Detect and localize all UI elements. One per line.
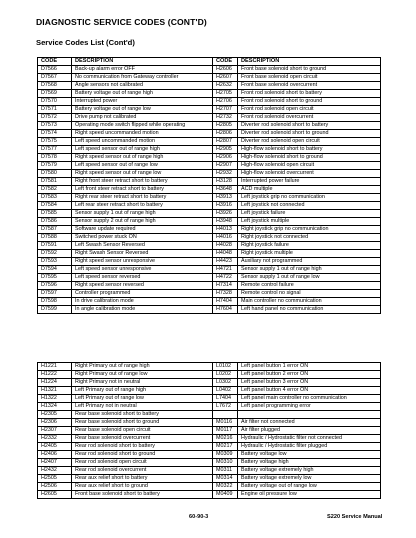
- code-cell: D7583: [38, 194, 72, 202]
- code-cell: D7599: [38, 306, 72, 314]
- code-cell: H4016: [213, 234, 238, 242]
- description-cell: Front base solenoid overcurrent: [238, 82, 381, 90]
- description-cell: Software update required: [72, 226, 213, 234]
- code-cell: L7404: [213, 395, 238, 403]
- description-cell: In angle calibration mode: [72, 306, 213, 314]
- table-row: [38, 258, 381, 266]
- description-cell: Left speed sensor unresponsive: [72, 266, 213, 274]
- code-cell: D7596: [38, 282, 72, 290]
- code-cell: M0117: [213, 427, 238, 435]
- code-cell: H2705: [213, 90, 238, 98]
- table-row: [38, 395, 381, 403]
- description-cell: Hydraulic / Hydrostatic filter plugged: [238, 443, 381, 451]
- description-cell: Hydraulic / Hydrostatic filter not connected: [238, 435, 381, 443]
- description-cell: Sensor supply 1 out of range high: [238, 266, 381, 274]
- description-cell: Air filter plugged: [238, 427, 381, 435]
- description-cell: Left front steer retract short to battery: [72, 186, 213, 194]
- code-cell: H2406: [38, 451, 72, 459]
- code-cell: M0216: [213, 435, 238, 443]
- manual-title: S220 Service Manual: [327, 514, 383, 520]
- table-header-row: [38, 58, 381, 66]
- table-row: [38, 242, 381, 250]
- code-cell: D7585: [38, 210, 72, 218]
- description-cell: Front rod solenoid open circuit: [238, 106, 381, 114]
- code-cell: H2632: [213, 82, 238, 90]
- description-cell: Right Swash Sensor Reversed: [72, 250, 213, 258]
- description-cell: Sensor supply 1 out of range low: [238, 274, 381, 282]
- description-cell: Front rod solenoid short to battery: [238, 90, 381, 98]
- code-cell: M0409: [213, 491, 238, 499]
- code-cell: D7579: [38, 162, 72, 170]
- table-body: [38, 66, 381, 314]
- description-cell: In drive calibration mode: [72, 298, 213, 306]
- code-cell: H4722: [213, 274, 238, 282]
- code-cell: H1221: [38, 363, 72, 371]
- table-row: [38, 162, 381, 170]
- table-row: [38, 379, 381, 387]
- description-cell: Left speed sensor reversed: [72, 274, 213, 282]
- code-cell: H2405: [38, 443, 72, 451]
- description-cell: Left panel button 4 error ON: [238, 387, 381, 395]
- description-cell: Left Swash Sensor Reversed: [72, 242, 213, 250]
- description-cell: Rear rod solenoid short to battery: [72, 443, 213, 451]
- description-cell: Left panel programming error: [238, 403, 381, 411]
- description-cell: Front rod solenoid overcurrent: [238, 114, 381, 122]
- page-number: 60-90-3: [189, 514, 209, 520]
- description-cell: Right Primary out of range low: [72, 371, 213, 379]
- table-row: [38, 250, 381, 258]
- description-cell: Front base solenoid short to ground: [238, 66, 381, 74]
- description-cell: Diverter rod solenoid open circuit: [238, 138, 381, 146]
- description-cell: Battery voltage extremely low: [238, 475, 381, 483]
- table-row: [38, 274, 381, 282]
- description-cell: Right speed sensor out of range high: [72, 154, 213, 162]
- code-cell: H2307: [38, 427, 72, 435]
- code-cell: H2906: [213, 154, 238, 162]
- description-cell: High-flow solenoid open circuit: [238, 162, 381, 170]
- code-cell: M0116: [213, 419, 238, 427]
- table-row: [38, 114, 381, 122]
- description-cell: Right speed sensor reversed: [72, 282, 213, 290]
- table-row: [38, 74, 381, 82]
- description-cell: Battery voltage extremely high: [238, 467, 381, 475]
- description-cell: Front rod solenoid short to ground: [238, 98, 381, 106]
- description-cell: Left panel button 1 error ON: [238, 363, 381, 371]
- code-cell: D7568: [38, 82, 72, 90]
- code-cell: D7594: [38, 266, 72, 274]
- description-cell: Battery voltage out of range low: [72, 106, 213, 114]
- table-row: [38, 66, 381, 74]
- table-row: [38, 451, 381, 459]
- code-cell: H2905: [213, 146, 238, 154]
- description-cell: Right joystick not connected: [238, 234, 381, 242]
- table-row: [38, 459, 381, 467]
- table-row: [38, 226, 381, 234]
- table-row: [38, 130, 381, 138]
- code-cell: D7571: [38, 106, 72, 114]
- header-description: DESCRIPTION: [238, 58, 381, 66]
- description-cell: No communication from Gateway controller: [72, 74, 213, 82]
- description-cell: Rear base solenoid short to battery: [72, 411, 213, 419]
- description-cell: Left panel button 3 error ON: [238, 379, 381, 387]
- code-cell: H2332: [38, 435, 72, 443]
- description-cell: Air filter not connected: [238, 419, 381, 427]
- description-cell: Left speed sensor out of range high: [72, 146, 213, 154]
- description-cell: High-flow solenoid short to ground: [238, 154, 381, 162]
- code-cell: H2932: [213, 170, 238, 178]
- code-cell: D7577: [38, 146, 72, 154]
- code-cell: D7569: [38, 90, 72, 98]
- description-cell: [238, 411, 381, 419]
- description-cell: Left panel main controller no communication: [238, 395, 381, 403]
- code-cell: H2607: [213, 74, 238, 82]
- description-cell: Left joystick multiple: [238, 218, 381, 226]
- code-cell: H1321: [38, 387, 72, 395]
- description-cell: Battery voltage low: [238, 451, 381, 459]
- description-cell: Rear aux relief short to ground: [72, 483, 213, 491]
- description-cell: High-flow solenoid overcurrent: [238, 170, 381, 178]
- service-codes-table-continued: [37, 362, 381, 499]
- table-row: [38, 419, 381, 427]
- table-row: [38, 186, 381, 194]
- table-row: [38, 122, 381, 130]
- description-cell: Diverter rod solenoid short to battery: [238, 122, 381, 130]
- code-cell: H3128: [213, 178, 238, 186]
- code-cell: D7586: [38, 218, 72, 226]
- description-cell: Left speed uncommanded motion: [72, 138, 213, 146]
- table-row: [38, 411, 381, 419]
- code-cell: [213, 411, 238, 419]
- description-cell: Right Primary out of range high: [72, 363, 213, 371]
- description-cell: Switched power stuck ON: [72, 234, 213, 242]
- description-cell: Right Primary not in neutral: [72, 379, 213, 387]
- description-cell: Front base solenoid short to battery: [72, 491, 213, 499]
- description-cell: Remote control no signal: [238, 290, 381, 298]
- code-cell: M0309: [213, 451, 238, 459]
- code-cell: D7578: [38, 154, 72, 162]
- code-cell: H2505: [38, 475, 72, 483]
- description-cell: Left Primary not in neutral: [72, 403, 213, 411]
- header-code: CODE: [213, 58, 238, 66]
- code-cell: D7581: [38, 178, 72, 186]
- description-cell: Rear base solenoid overcurrent: [72, 435, 213, 443]
- description-cell: Right joystick multiple: [238, 250, 381, 258]
- description-cell: Front base solenoid open circuit: [238, 74, 381, 82]
- code-cell: M0311: [213, 467, 238, 475]
- table-row: [38, 491, 381, 499]
- description-cell: High-flow solenoid short to battery: [238, 146, 381, 154]
- code-cell: D7593: [38, 258, 72, 266]
- section-subtitle: Service Codes List (Cont'd): [36, 38, 135, 47]
- description-cell: Engine oil pressure low: [238, 491, 381, 499]
- description-cell: Interrupted power failure: [238, 178, 381, 186]
- code-cell: D7573: [38, 122, 72, 130]
- code-cell: D7575: [38, 138, 72, 146]
- code-cell: H1222: [38, 371, 72, 379]
- table-row: [38, 483, 381, 491]
- code-cell: D7570: [38, 98, 72, 106]
- code-cell: H2907: [213, 162, 238, 170]
- description-cell: Right rear steer retract short to battery: [72, 194, 213, 202]
- table-row: [38, 290, 381, 298]
- code-cell: H2407: [38, 459, 72, 467]
- code-cell: D7598: [38, 298, 72, 306]
- code-cell: H4013: [213, 226, 238, 234]
- table-row: [38, 138, 381, 146]
- description-cell: Remote control failure: [238, 282, 381, 290]
- code-cell: M0322: [213, 483, 238, 491]
- table-body: [38, 363, 381, 499]
- description-cell: Sensor supply 2 out of range high: [72, 218, 213, 226]
- code-cell: H2805: [213, 122, 238, 130]
- description-cell: Angle sensors not calibrated: [72, 82, 213, 90]
- code-cell: H1224: [38, 379, 72, 387]
- code-cell: H7404: [213, 298, 238, 306]
- description-cell: Operating mode switch flipped while operating: [72, 122, 213, 130]
- table-row: [38, 154, 381, 162]
- code-cell: H2806: [213, 130, 238, 138]
- code-cell: H4048: [213, 250, 238, 258]
- table-row: [38, 282, 381, 290]
- table-row: [38, 98, 381, 106]
- description-cell: Interrupted power: [72, 98, 213, 106]
- service-codes-table: [37, 57, 381, 314]
- code-cell: H1322: [38, 395, 72, 403]
- code-cell: H2432: [38, 467, 72, 475]
- code-cell: H3926: [213, 210, 238, 218]
- code-cell: H3916: [213, 202, 238, 210]
- code-cell: D7584: [38, 202, 72, 210]
- code-cell: D7574: [38, 130, 72, 138]
- code-cell: D7572: [38, 114, 72, 122]
- description-cell: Rear aux relief short to battery: [72, 475, 213, 483]
- code-cell: H7328: [213, 290, 238, 298]
- code-cell: M0314: [213, 475, 238, 483]
- code-cell: D7566: [38, 66, 72, 74]
- page-title: DIAGNOSTIC SERVICE CODES (CONT'D): [36, 17, 207, 27]
- code-cell: H2706: [213, 98, 238, 106]
- table-row: [38, 194, 381, 202]
- table-row: [38, 170, 381, 178]
- table-row: [38, 178, 381, 186]
- code-cell: H4721: [213, 266, 238, 274]
- code-cell: H2605: [38, 491, 72, 499]
- table-row: [38, 218, 381, 226]
- table-row: [38, 202, 381, 210]
- description-cell: Rear rod solenoid short to ground: [72, 451, 213, 459]
- table-row: [38, 443, 381, 451]
- code-cell: H2606: [213, 66, 238, 74]
- table-row: [38, 435, 381, 443]
- table-row: [38, 90, 381, 98]
- code-cell: M0310: [213, 459, 238, 467]
- description-cell: Right speed sensor unresponsive: [72, 258, 213, 266]
- code-cell: H2306: [38, 419, 72, 427]
- code-cell: H2506: [38, 483, 72, 491]
- code-cell: M0217: [213, 443, 238, 451]
- code-cell: H3913: [213, 194, 238, 202]
- code-cell: L7672: [213, 403, 238, 411]
- description-cell: Auxiliary not programmed: [238, 258, 381, 266]
- code-cell: H7604: [213, 306, 238, 314]
- description-cell: Battery voltage out of range low: [238, 483, 381, 491]
- table-row: [38, 387, 381, 395]
- table-row: [38, 371, 381, 379]
- description-cell: Battery voltage out of range high: [72, 90, 213, 98]
- code-cell: D7597: [38, 290, 72, 298]
- code-cell: H2807: [213, 138, 238, 146]
- description-cell: Rear rod solenoid open circuit: [72, 459, 213, 467]
- description-cell: Left joystick not connected: [238, 202, 381, 210]
- table-row: [38, 475, 381, 483]
- table-row: [38, 467, 381, 475]
- table-row: [38, 106, 381, 114]
- code-cell: H7314: [213, 282, 238, 290]
- table-row: [38, 146, 381, 154]
- code-cell: D7582: [38, 186, 72, 194]
- code-cell: H3948: [213, 218, 238, 226]
- table-row: [38, 306, 381, 314]
- description-cell: Right front steer retract short to battery: [72, 178, 213, 186]
- table-row: [38, 298, 381, 306]
- description-cell: Left Primary out of range high: [72, 387, 213, 395]
- description-cell: Diverter rod solenoid short to ground: [238, 130, 381, 138]
- code-cell: D7567: [38, 74, 72, 82]
- description-cell: Left joystick grip no communication: [238, 194, 381, 202]
- code-cell: H2305: [38, 411, 72, 419]
- description-cell: Right joystick failure: [238, 242, 381, 250]
- description-cell: Main controller no communication: [238, 298, 381, 306]
- code-cell: D7580: [38, 170, 72, 178]
- description-cell: Right speed sensor out of range low: [72, 170, 213, 178]
- code-cell: L0102: [213, 363, 238, 371]
- description-cell: Back-up alarm error OFF: [72, 66, 213, 74]
- code-cell: D7595: [38, 274, 72, 282]
- description-cell: Drive pump not calibrated: [72, 114, 213, 122]
- description-cell: Left rear steer retract short to battery: [72, 202, 213, 210]
- code-cell: D7587: [38, 226, 72, 234]
- description-cell: Battery voltage high: [238, 459, 381, 467]
- code-cell: D7588: [38, 234, 72, 242]
- code-cell: H2707: [213, 106, 238, 114]
- table-row: [38, 210, 381, 218]
- description-cell: Left hand panel no communication: [238, 306, 381, 314]
- header-code: CODE: [38, 58, 72, 66]
- table-row: [38, 403, 381, 411]
- table-row: [38, 82, 381, 90]
- header-description: DESCRIPTION: [72, 58, 213, 66]
- code-cell: H3648: [213, 186, 238, 194]
- code-cell: L0402: [213, 387, 238, 395]
- code-cell: H1324: [38, 403, 72, 411]
- table-row: [38, 266, 381, 274]
- code-cell: H2732: [213, 114, 238, 122]
- description-cell: Controller programmed: [72, 290, 213, 298]
- description-cell: Left Primary out of range low: [72, 395, 213, 403]
- description-cell: Rear base solenoid short to ground: [72, 419, 213, 427]
- code-cell: H4028: [213, 242, 238, 250]
- table-row: [38, 363, 381, 371]
- description-cell: Left panel button 2 error ON: [238, 371, 381, 379]
- code-cell: D7591: [38, 242, 72, 250]
- code-cell: L0202: [213, 371, 238, 379]
- description-cell: ACD multiple: [238, 186, 381, 194]
- code-cell: H4423: [213, 258, 238, 266]
- description-cell: Right speed uncommanded motion: [72, 130, 213, 138]
- description-cell: Right joystick grip no communication: [238, 226, 381, 234]
- description-cell: Rear rod solenoid overcurrent: [72, 467, 213, 475]
- description-cell: Sensor supply 1 out of range high: [72, 210, 213, 218]
- table-row: [38, 234, 381, 242]
- code-cell: L0302: [213, 379, 238, 387]
- description-cell: Left joystick failure: [238, 210, 381, 218]
- description-cell: Rear base solenoid open circuit: [72, 427, 213, 435]
- code-cell: D7592: [38, 250, 72, 258]
- table-row: [38, 427, 381, 435]
- description-cell: Left speed sensor out of range low: [72, 162, 213, 170]
